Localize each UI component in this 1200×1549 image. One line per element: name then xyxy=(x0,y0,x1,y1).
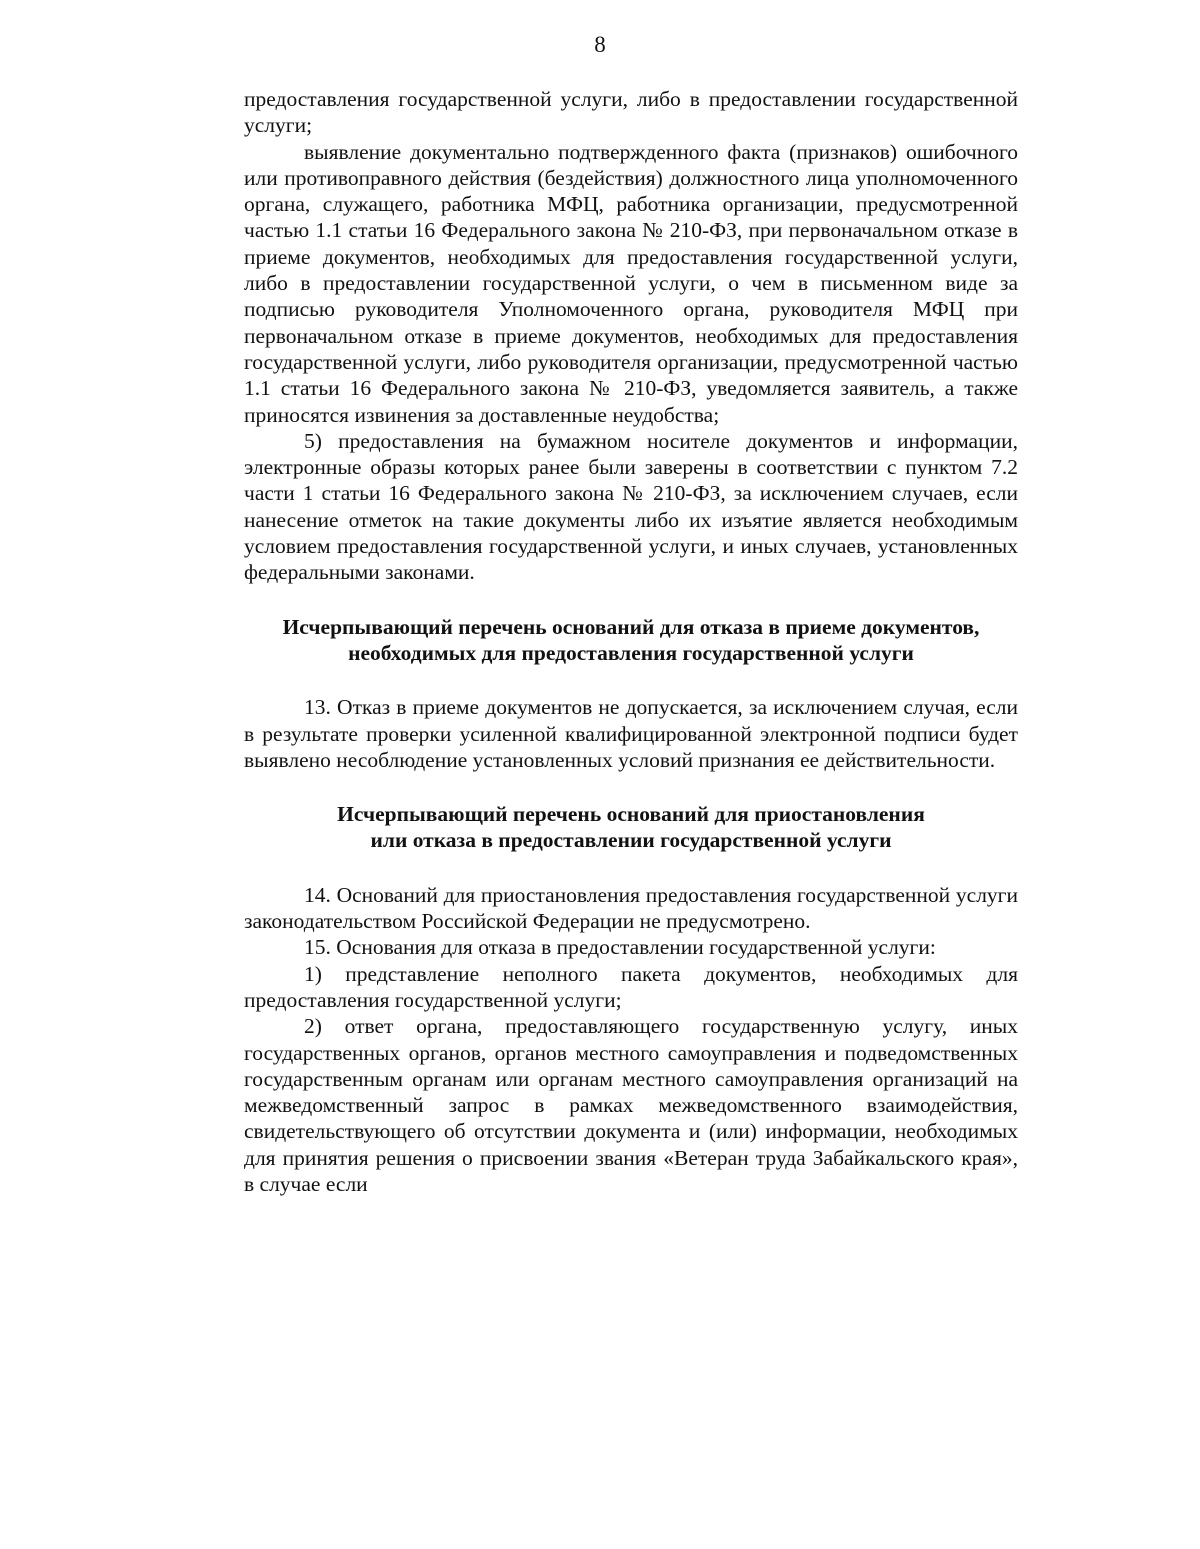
page-number: 8 xyxy=(594,32,606,57)
paragraph-14: 14. Оснований для приостановления предоставления государственной услуги законодательством Российской Федерации не предусмотрено. xyxy=(244,882,1018,934)
section-heading-refusal-acceptance xyxy=(244,614,1018,667)
paragraph-13: 13. Отказ в приеме документов не допускается, за исключением случая, если в результате проверки усиленной квалифицированной электронной подписи будет выявлено несоблюдение установленных условий признания ее действительности. xyxy=(244,695,1018,772)
paragraph-15-item-1: 1) представление неполного пакета документов, необходимых для предоставления государственной услуги; xyxy=(244,961,1018,1012)
document-body xyxy=(244,86,1018,1197)
paragraph-15: 15. Основания для отказа в предоставлении государственной услуги: xyxy=(304,935,936,960)
paragraph-item-5: 5) предоставления на бумажном носителе документов и информации, электронные образы которых ранее были заверены в соответствии с пунктом 7.2 части 1 статьи 16 Федерального закона № 210-ФЗ, за исключением случаев, если нанесение отметок на такие документы либо их изъятие является необходимым условием предоставления государственной услуги, и иных случаев, установленных федеральными законами. xyxy=(244,428,1018,585)
section-heading-suspension-refusal xyxy=(244,801,1018,854)
heading-line: необходимых для предоставления государственной услуги xyxy=(348,640,914,665)
paragraph-continuation: предоставления государственной услуги, либо в предоставлении государственной услуги; xyxy=(244,87,1018,138)
heading-line: Исчерпывающий перечень оснований для отказа в приеме документов, xyxy=(282,614,980,639)
paragraph-15-item-2: 2) ответ органа, предоставляющего государственную услугу, иных государственных органов, органов местного самоуправления и подведомственных государственным органам или органам местного самоуправления организаций на межведомственный запрос в рамках межведомственного взаимодействия, свидетельствующего об отсутствии документа и (или) информации, необходимых для принятия решения о присвоении звания «Ветеран труда Забайкальского края», в случае если xyxy=(244,1014,1018,1196)
paragraph-error-detection: выявление документально подтвержденного факта (признаков) ошибочного или противоправного действия (бездействия) должностного лица уполномоченного органа, служащего, работника МФЦ, работника организации, предусмотренной частью 1.1 статьи 16 Федерального закона № 210-ФЗ, при первоначальном отказе в приеме документов, необходимых для предоставления государственной услуги, либо в предоставлении государственной услуги, о чем в письменном виде за подписью руководителя Уполномоченного органа, руководителя МФЦ при первоначальном отказе в приеме документов, необходимых для предоставления государственной услуги, либо руководителя организации, предусмотренной частью 1.1 статьи 16 Федерального закона № 210-ФЗ, уведомляется заявитель, а также приносятся извинения за доставленные неудобства; xyxy=(244,139,1018,427)
heading-line: Исчерпывающий перечень оснований для приостановления xyxy=(337,802,925,827)
heading-line: или отказа в предоставлении государственной услуги xyxy=(370,828,892,853)
